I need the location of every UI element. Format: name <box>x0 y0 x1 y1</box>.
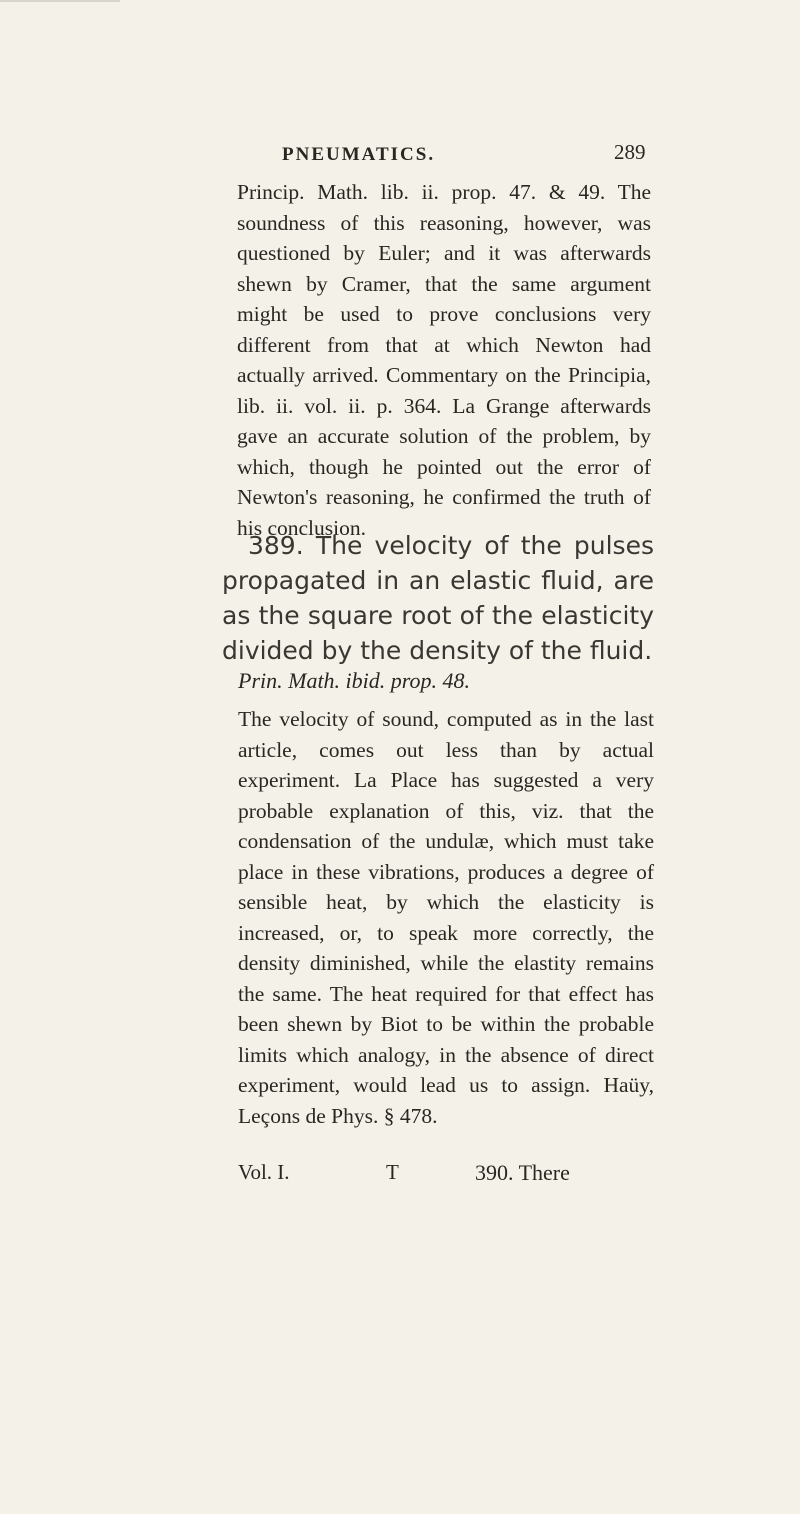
proposition-number: 389. <box>248 531 304 560</box>
running-head: PNEUMATICS. <box>282 144 436 165</box>
page-edge-mark <box>0 0 120 2</box>
volume-label: Vol. I. <box>238 1160 290 1184</box>
signature-mark: T <box>386 1160 399 1184</box>
page-number: 289 <box>614 140 646 164</box>
paragraph-velocity-of-sound: The velocity of sound, computed as in the last article, comes out less than by actual experiment. La Place has suggested a very probable explanation of this, viz. that the condensation of the undulæ, which must take place in these vibrations, produces a degree of sensible heat, by which the elasticity is increased, or, to speak more correctly, the density diminished, while the elastity remains the same. The heat required for that effect has been shewn by Biot to be within the probable limits which analogy, in the absence of direct experiment, would lead us to assign. Haüy, Leçons de Phys. § 478. <box>238 707 654 1128</box>
proposition-389 <box>222 528 654 668</box>
citation: Prin. Math. ibid. prop. 48. <box>238 668 471 693</box>
catchword: 390. There <box>475 1160 570 1185</box>
proposition-text: The velocity of the pulses propagated in an elastic fluid, are as the square root of the elasticity divided by the density of the fluid. <box>222 531 654 665</box>
paragraph-continuation: Princip. Math. lib. ii. prop. 47. & 49. The soundness of this reasoning, however, was questioned by Euler; and it was afterwards shewn by Cramer, that the same argument might be used to prove conclusions very different from that at which Newton had actually arrived. Commentary on the Principia, lib. ii. vol. ii. p. 364. La Grange afterwards gave an accurate solution of the problem, by which, though he pointed out the error of Newton's reasoning, he confirmed the truth of his conclusion. <box>237 180 651 540</box>
